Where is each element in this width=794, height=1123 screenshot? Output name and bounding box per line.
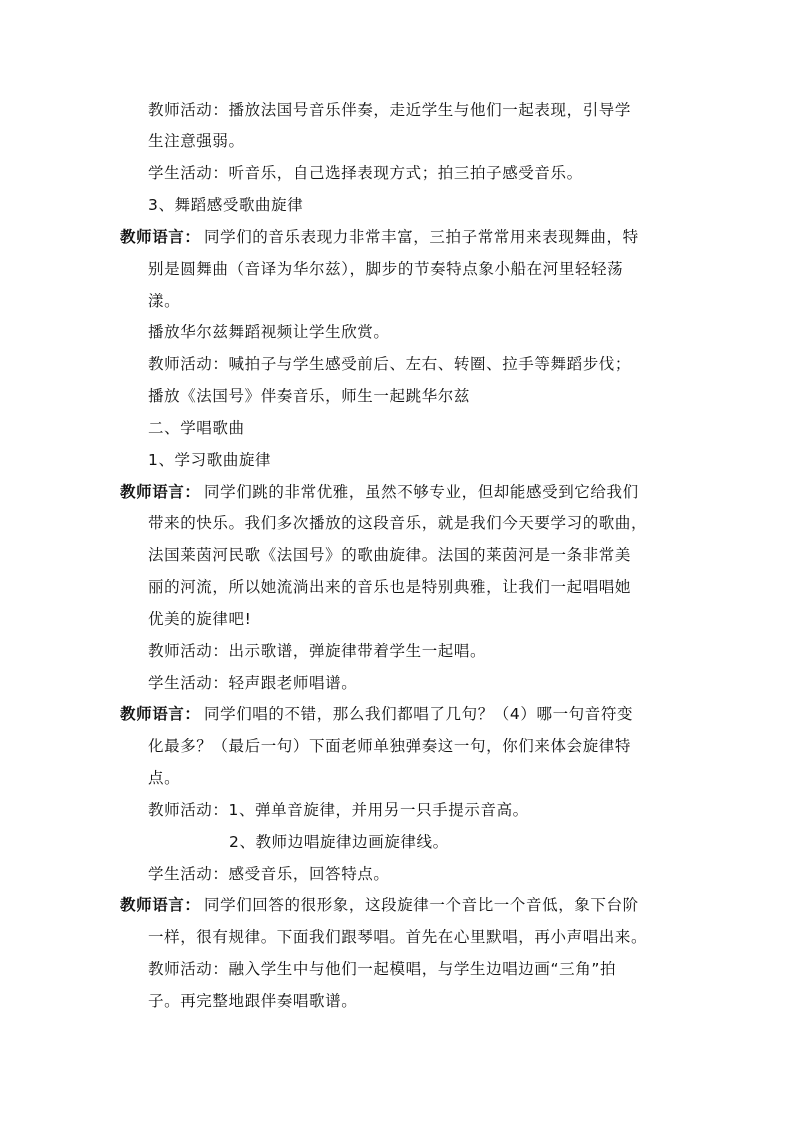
paragraph-line: 学生活动：听音乐，自己选择表现方式；拍三拍子感受音乐。 bbox=[148, 164, 583, 182]
paragraph-line: 别是圆舞曲（音译为华尔兹），脚步的节奏特点象小船在河里轻轻荡 bbox=[148, 260, 624, 278]
paragraph-line: 化最多？（最后一句）下面老师单独弹奏这一句，你们来体会旋律特 bbox=[148, 737, 632, 755]
speaker-label: 教师语言： bbox=[120, 896, 201, 914]
section-heading: 二、学唱歌曲 bbox=[148, 419, 245, 437]
paragraph-line: 法国莱茵河民歌《法国号》的歌曲旋律。法国的莱茵河是一条非常美 bbox=[148, 546, 632, 564]
paragraph-line: 点。 bbox=[148, 769, 181, 787]
paragraph-line: 教师活动：融入学生中与他们一起模唱，与学生边唱边画“三角”拍 bbox=[148, 960, 617, 978]
section-heading: 1、学习歌曲旋律 bbox=[148, 451, 272, 469]
paragraph-line: 2、教师边唱旋律边画旋律线。 bbox=[229, 833, 449, 851]
paragraph-line: 教师活动：喊拍子与学生感受前后、左右、转圈、拉手等舞蹈步伐； bbox=[148, 355, 632, 373]
paragraph-line: 漾。 bbox=[148, 292, 181, 310]
paragraph-line: 丽的河流，所以她流淌出来的音乐也是特别典雅，让我们一起唱唱她 bbox=[148, 578, 632, 596]
paragraph-line: 带来的快乐。我们多次播放的这段音乐，就是我们今天要学习的歌曲， bbox=[148, 514, 648, 532]
paragraph-line: 教师活动：出示歌谱，弹旋律带着学生一起唱。 bbox=[148, 642, 487, 660]
paragraph-line: 教师活动：播放法国号音乐伴奏，走近学生与他们一起表现，引导学 bbox=[148, 101, 632, 119]
paragraph-line: 同学们跳的非常优雅，虽然不够专业，但却能感受到它给我们 bbox=[204, 483, 639, 501]
paragraph-line: 一样，很有规律。下面我们跟琴唱。首先在心里默唱，再小声唱出来。 bbox=[148, 928, 648, 946]
paragraph-line: 播放《法国号》伴奏音乐，师生一起跳华尔兹 bbox=[148, 387, 471, 405]
paragraph-line: 教师活动：1、弹单音旋律，并用另一只手提示音高。 bbox=[148, 801, 529, 819]
paragraph-line: 播放华尔兹舞蹈视频让学生欣赏。 bbox=[148, 323, 390, 341]
paragraph-line: 同学们回答的很形象，这段旋律一个音比一个音低，象下台阶 bbox=[204, 896, 639, 914]
speaker-label: 教师语言： bbox=[120, 483, 201, 501]
speaker-label: 教师语言： bbox=[120, 705, 201, 723]
paragraph-line: 子。再完整地跟伴奏唱歌谱。 bbox=[148, 992, 358, 1010]
paragraph-line: 同学们的音乐表现力非常丰富，三拍子常常用来表现舞曲，特 bbox=[204, 228, 639, 246]
section-heading: 3、舞蹈感受歌曲旋律 bbox=[148, 196, 304, 214]
paragraph-line: 同学们唱的不错，那么我们都唱了几句？（4）哪一句音符变 bbox=[204, 705, 634, 723]
speaker-label: 教师语言： bbox=[120, 228, 201, 246]
paragraph-line: 优美的旋律吧! bbox=[148, 610, 252, 628]
paragraph-line: 学生活动：轻声跟老师唱谱。 bbox=[148, 674, 358, 692]
paragraph-line: 学生活动：感受音乐，回答特点。 bbox=[148, 865, 390, 883]
paragraph-line: 生注意强弱。 bbox=[148, 132, 245, 150]
